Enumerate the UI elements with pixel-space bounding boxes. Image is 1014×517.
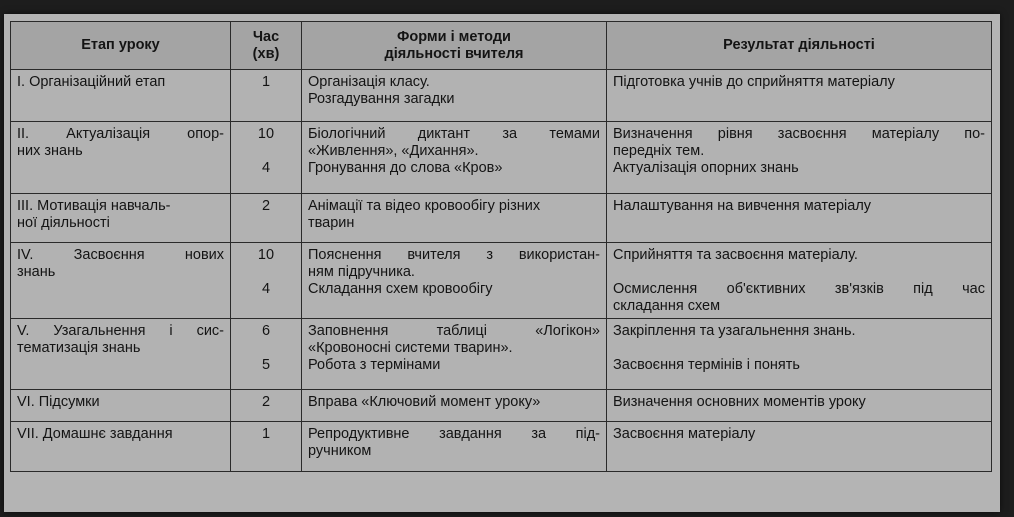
header-stage: Етап уроку: [11, 22, 231, 70]
table-row: [11, 422, 992, 472]
cell-stage: VI. Підсумки: [11, 390, 231, 422]
cell-methods: Репродуктивне завдання за під- ручником: [302, 422, 607, 472]
cell-result: Закріплення та узагальнення знань. Засвоєння термінів і понять: [607, 319, 992, 390]
cell-result: Визначення основних моментів уроку: [607, 390, 992, 422]
cell-stage: II. Актуалізація опор- них знань: [11, 122, 231, 194]
table-row: [11, 194, 992, 243]
cell-result: Підготовка учнів до сприйняття матеріалу: [607, 70, 992, 122]
cell-time: 6 5: [231, 319, 302, 390]
cell-time: 1: [231, 70, 302, 122]
cell-result: Сприйняття та засвоєння матеріалу. Осмислення об'єктивних зв'язків під час складання схем: [607, 243, 992, 319]
table-row: [11, 243, 992, 319]
header-result: Результат діяльності: [607, 22, 992, 70]
table-row: [11, 70, 992, 122]
cell-time: 2: [231, 194, 302, 243]
cell-result: Налаштування на вивчення матеріалу: [607, 194, 992, 243]
cell-methods: Організація класу. Розгадування загадки: [302, 70, 607, 122]
cell-methods: Вправа «Ключовий момент уроку»: [302, 390, 607, 422]
document-sheet: [4, 14, 1000, 512]
cell-time: 1: [231, 422, 302, 472]
table-row: [11, 390, 992, 422]
cell-result: Засвоєння матеріалу: [607, 422, 992, 472]
cell-result: Визначення рівня засвоєння матеріалу по- передніх тем. Актуалізація опорних знань: [607, 122, 992, 194]
cell-methods: Заповнення таблиці «Логікон» «Кровоносні системи тварин». Робота з термінами: [302, 319, 607, 390]
cell-stage: III. Мотивація навчаль- ної діяльності: [11, 194, 231, 243]
table-row: [11, 319, 992, 390]
header-time: Час (хв): [231, 22, 302, 70]
cell-time: 2: [231, 390, 302, 422]
cell-stage: IV. Засвоєння нових знань: [11, 243, 231, 319]
cell-methods: Пояснення вчителя з використан- ням підручника. Складання схем кровообігу: [302, 243, 607, 319]
table-row: [11, 122, 992, 194]
cell-time: 10 4: [231, 122, 302, 194]
table-header-row: [11, 22, 992, 70]
cell-stage: VII. Домашнє завдання: [11, 422, 231, 472]
cell-methods: Анімації та відео кровообігу різних тварин: [302, 194, 607, 243]
cell-methods: Біологічний диктант за темами «Живлення», «Дихання». Гронування до слова «Кров»: [302, 122, 607, 194]
lesson-plan-table: [10, 21, 992, 472]
header-methods: Форми і методи діяльності вчителя: [302, 22, 607, 70]
cell-stage: V. Узагальнення і сис- тематизація знань: [11, 319, 231, 390]
cell-time: 10 4: [231, 243, 302, 319]
cell-stage: I. Організаційний етап: [11, 70, 231, 122]
